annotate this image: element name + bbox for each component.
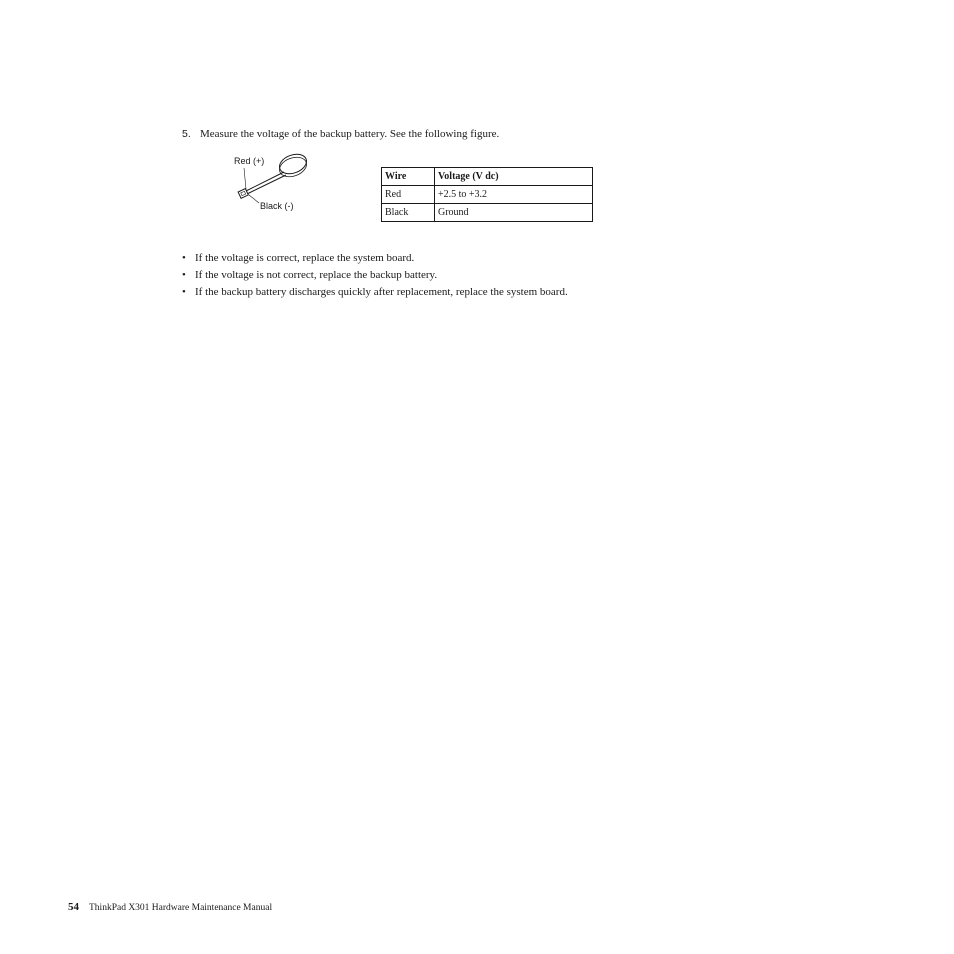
cell-wire: Red bbox=[382, 186, 435, 204]
label-black: Black (-) bbox=[260, 201, 294, 211]
header-wire: Wire bbox=[382, 168, 435, 186]
list-item-text: If the voltage is correct, replace the system board. bbox=[195, 252, 415, 264]
page-footer bbox=[68, 901, 272, 913]
page-number: 54 bbox=[68, 901, 79, 913]
cell-voltage: Ground bbox=[435, 204, 593, 222]
label-red: Red (+) bbox=[234, 156, 265, 166]
footer-title: ThinkPad X301 Hardware Maintenance Manual bbox=[89, 903, 273, 913]
bullet-glyph: • bbox=[182, 252, 186, 264]
step-text: Measure the voltage of the backup battery. See the following figure. bbox=[200, 128, 500, 140]
list-item-text: If the backup battery discharges quickly after replacement, replace the system board. bbox=[195, 286, 568, 298]
list-item bbox=[182, 269, 594, 282]
list-item bbox=[182, 286, 594, 299]
header-voltage: Voltage (V dc) bbox=[435, 168, 593, 186]
table-header-row bbox=[382, 168, 593, 186]
bullet-list bbox=[182, 252, 594, 303]
list-item-text: If the voltage is not correct, replace the backup battery. bbox=[195, 269, 438, 281]
bullet-glyph: • bbox=[182, 269, 186, 281]
voltage-table bbox=[381, 167, 593, 222]
cell-wire: Black bbox=[382, 204, 435, 222]
bullet-glyph: • bbox=[182, 286, 186, 298]
list-item bbox=[182, 252, 594, 265]
step-5 bbox=[182, 127, 499, 141]
battery-figure bbox=[228, 150, 318, 216]
cell-voltage: +2.5 to +3.2 bbox=[435, 186, 593, 204]
table-row bbox=[382, 186, 593, 204]
step-number: 5. bbox=[182, 128, 191, 140]
table-row bbox=[382, 204, 593, 222]
